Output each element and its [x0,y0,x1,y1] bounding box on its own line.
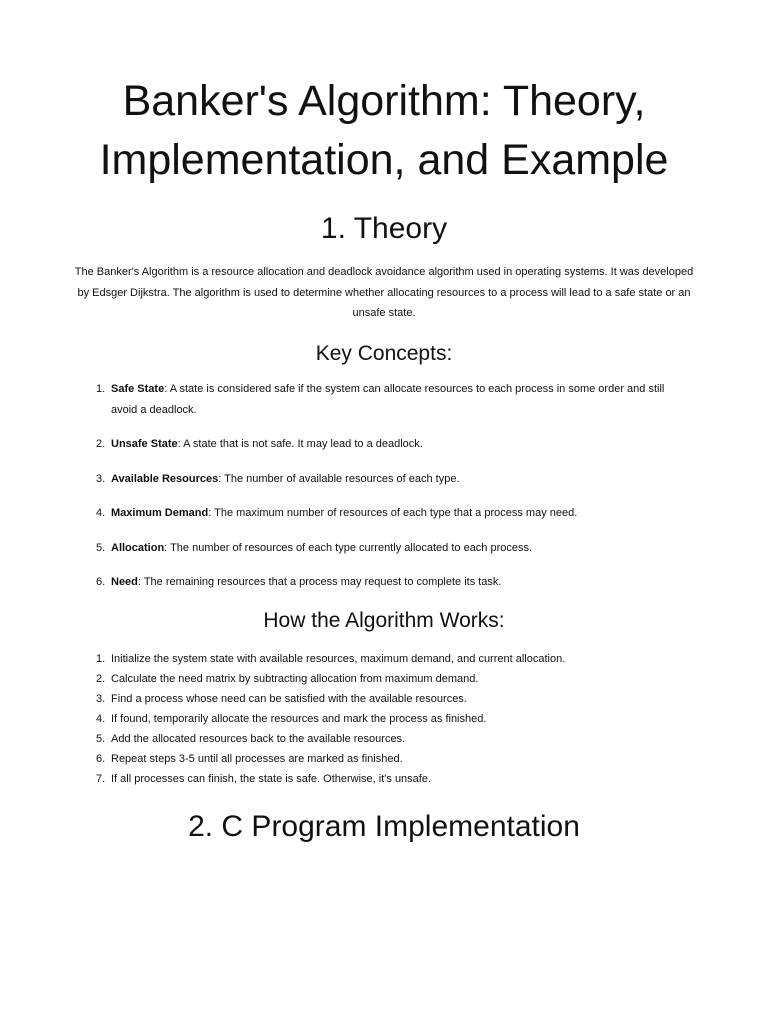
list-number: 6. [96,753,106,765]
key-concepts-list [96,379,686,593]
list-number: 2. [96,438,106,450]
list-number: 3. [96,472,106,485]
how-it-works-heading: How the Algorithm Works: [263,609,505,632]
key-concept-description: : A state is considered safe if the system can allocate resources to each process in some order and still avoid a deadlock. [111,383,665,416]
list-number: 1. [96,653,106,665]
algorithm-step-text: Initialize the system state with available resources, maximum demand, and current allocation. [111,653,566,665]
key-concept-term: Need [111,576,138,588]
key-concept-item [96,434,686,455]
theory-intro-paragraph: The Banker's Algorithm is a resource allocation and deadlock avoidance algorithm used in operating systems. It was developed by Edsger Dijkstra. The algorithm is used to determine whether allocating resources to a process will lead to a safe state or an unsafe state. [74,266,694,319]
algorithm-step-text: Find a process whose need can be satisfied with the available resources. [111,693,467,705]
algorithm-step [96,769,686,789]
key-concept-description: : The number of resources of each type currently allocated to each process. [164,541,533,554]
algorithm-steps-list [96,649,686,789]
key-concept-term: Safe State [111,383,165,395]
algorithm-step [96,749,686,769]
algorithm-step [96,669,686,689]
key-concept-item [96,503,686,524]
algorithm-step-text: If found, temporarily allocate the resources and mark the process as finished. [111,713,487,725]
key-concept-description: : A state that is not safe. It may lead to a deadlock. [177,438,423,450]
key-concept-description: : The maximum number of resources of each type that a process may need. [208,507,578,519]
list-number: 4. [96,507,106,519]
key-concept-description: : The number of available resources of each type. [218,472,460,485]
key-concept-term: Available Resources [111,472,219,485]
section-heading-implementation: 2. C Program Implementation [188,810,580,843]
list-number: 3. [96,693,106,705]
key-concept-item [96,469,686,490]
key-concept-term: Unsafe State [111,438,178,450]
key-concepts-heading: Key Concepts: [315,342,453,365]
algorithm-step-text: If all processes can finish, the state is safe. Otherwise, it's unsafe. [111,773,432,785]
list-number: 6. [96,576,106,588]
key-concept-description: : The remaining resources that a process may request to complete its task. [137,576,502,588]
algorithm-step [96,689,686,709]
key-concept-term: Allocation [111,541,165,554]
list-number: 1. [96,383,106,395]
list-number: 5. [96,733,106,745]
key-concept-term: Maximum Demand [111,507,209,519]
algorithm-step [96,729,686,749]
algorithm-step [96,709,686,729]
section-heading-theory: 1. Theory [320,212,448,245]
document-title: Banker's Algorithm: Theory, Implementation, and Example [99,77,669,184]
key-concept-item [96,538,686,559]
key-concept-item [96,379,686,420]
algorithm-step-text: Calculate the need matrix by subtracting allocation from maximum demand. [111,673,479,685]
list-number: 5. [96,541,106,554]
key-concept-item [96,572,686,593]
list-number: 4. [96,713,106,725]
list-number: 7. [96,773,106,785]
list-number: 2. [96,673,106,685]
algorithm-step [96,649,686,669]
algorithm-step-text: Repeat steps 3-5 until all processes are marked as finished. [111,753,403,765]
algorithm-step-text: Add the allocated resources back to the available resources. [111,733,406,745]
